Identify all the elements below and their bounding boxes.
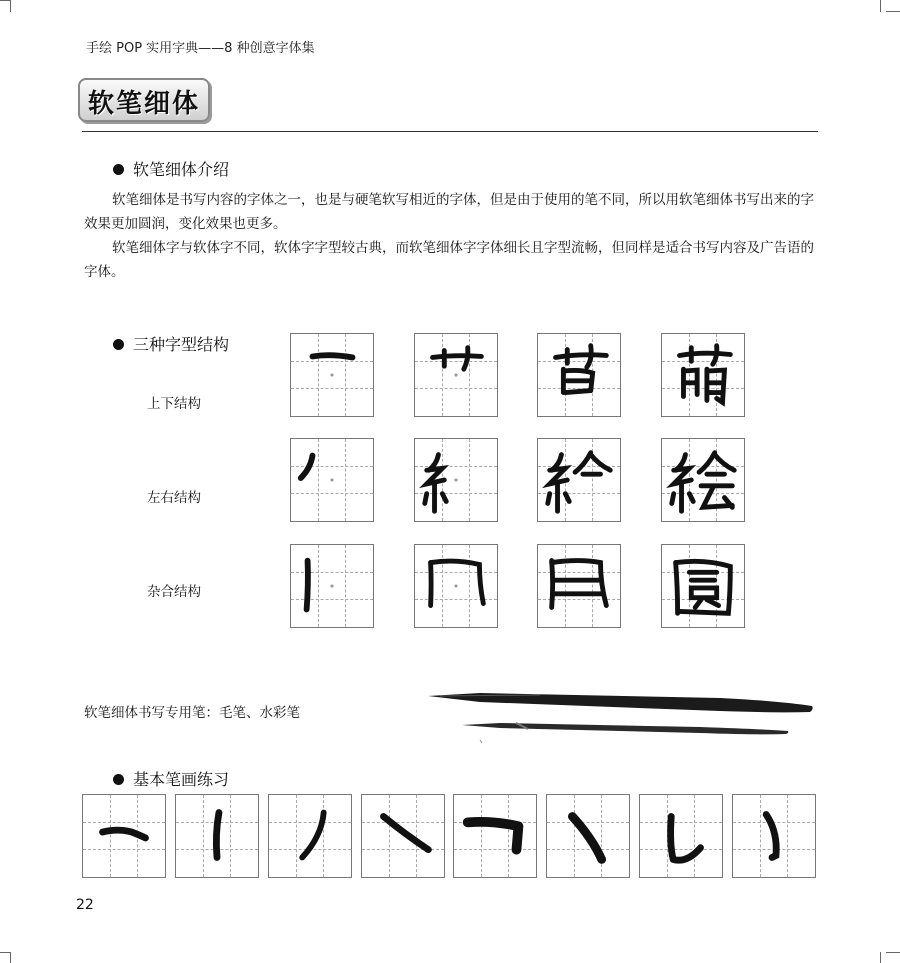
stroke-step-cell xyxy=(537,438,621,522)
stroke-step-cell xyxy=(414,333,498,417)
intro-heading xyxy=(113,157,229,180)
intro-paragraph-1: 软笔细体是书写内容的字体之一，也是与硬笔软写相近的字体，但是由于使用的笔不同，所以用软笔细体书写出来的字效果更加圆润，变化效果也更多。 xyxy=(84,192,814,232)
brush-stroke-drawing xyxy=(291,545,373,627)
strokes-heading-text: 基本笔画练习 xyxy=(133,770,230,789)
structure-label-mixed: 杂合结构 xyxy=(147,584,201,600)
basic-stroke-cell xyxy=(268,794,352,878)
brush-stroke-dot-long xyxy=(547,795,629,877)
crop-mark xyxy=(0,952,10,953)
brush-stroke-drawing xyxy=(291,334,373,416)
basic-stroke-cell xyxy=(82,794,166,878)
page-title: 软笔细体 xyxy=(87,89,200,119)
brush-stroke-drawing xyxy=(291,439,373,521)
page-title-box xyxy=(78,78,210,122)
crop-mark xyxy=(880,0,881,12)
stroke-step-cell xyxy=(661,333,745,417)
basic-stroke-cell xyxy=(732,794,816,878)
brush-stroke-horizontal xyxy=(83,795,165,877)
stroke-step-cell xyxy=(290,544,374,628)
stroke-step-cell xyxy=(537,544,621,628)
bullet-icon xyxy=(113,339,124,350)
brush-stroke-drawing xyxy=(662,334,744,416)
structures-heading-text: 三种字型结构 xyxy=(133,335,230,354)
brush-stroke-drawing xyxy=(415,545,497,627)
bullet-icon xyxy=(113,164,124,175)
stroke-step-cell xyxy=(537,333,621,417)
basic-stroke-cell xyxy=(453,794,537,878)
crop-mark xyxy=(880,952,881,963)
brush-pens-illustration xyxy=(420,685,820,745)
running-head: 手绘 POP 实用字典——8 种创意字体集 xyxy=(86,41,315,56)
brush-stroke-drawing xyxy=(662,545,744,627)
intro-paragraph-2: 软笔细体字与软体字不同，软体字字型较古典，而软笔细体字字体细长且字型流畅，但同样是适合书写内容及广告语的字体。 xyxy=(84,240,814,280)
structures-heading xyxy=(113,332,229,355)
stroke-step-cell xyxy=(661,544,745,628)
bullet-icon xyxy=(113,774,124,785)
brush-stroke-drawing xyxy=(415,334,497,416)
crop-mark xyxy=(886,11,900,12)
brush-stroke-right-falling xyxy=(362,795,444,877)
brush-stroke-drawing xyxy=(538,545,620,627)
brush-stroke-drawing xyxy=(538,439,620,521)
pen-label: 软笔细体书写专用笔：毛笔、水彩笔 xyxy=(84,705,300,721)
crop-mark xyxy=(10,952,11,963)
stroke-step-cell xyxy=(414,544,498,628)
stroke-step-cell xyxy=(290,333,374,417)
basic-stroke-cell xyxy=(175,794,259,878)
basic-stroke-cell xyxy=(361,794,445,878)
brush-stroke-vertical xyxy=(176,795,258,877)
intro-heading-text: 软笔细体介绍 xyxy=(133,160,230,179)
basic-stroke-cell xyxy=(639,794,723,878)
page-number: 22 xyxy=(76,897,94,913)
basic-stroke-cell xyxy=(546,794,630,878)
crop-mark xyxy=(10,0,11,12)
brush-stroke-drawing xyxy=(662,439,744,521)
brush-stroke-drawing xyxy=(538,334,620,416)
brush-stroke-dot-short xyxy=(733,795,815,877)
stroke-step-cell xyxy=(661,438,745,522)
brush-stroke-left-falling xyxy=(269,795,351,877)
stroke-step-cell xyxy=(290,438,374,522)
crop-mark xyxy=(886,952,900,953)
brush-stroke-drawing xyxy=(415,439,497,521)
structure-label-left-right: 左右结构 xyxy=(147,490,201,506)
crop-mark xyxy=(0,0,10,1)
brush-stroke-horizontal-hook xyxy=(454,795,536,877)
title-divider xyxy=(82,131,818,132)
strokes-heading xyxy=(113,767,229,790)
structure-label-top-bottom: 上下结构 xyxy=(147,396,201,412)
brush-stroke-vertical-bend-hook xyxy=(640,795,722,877)
stroke-step-cell xyxy=(414,438,498,522)
